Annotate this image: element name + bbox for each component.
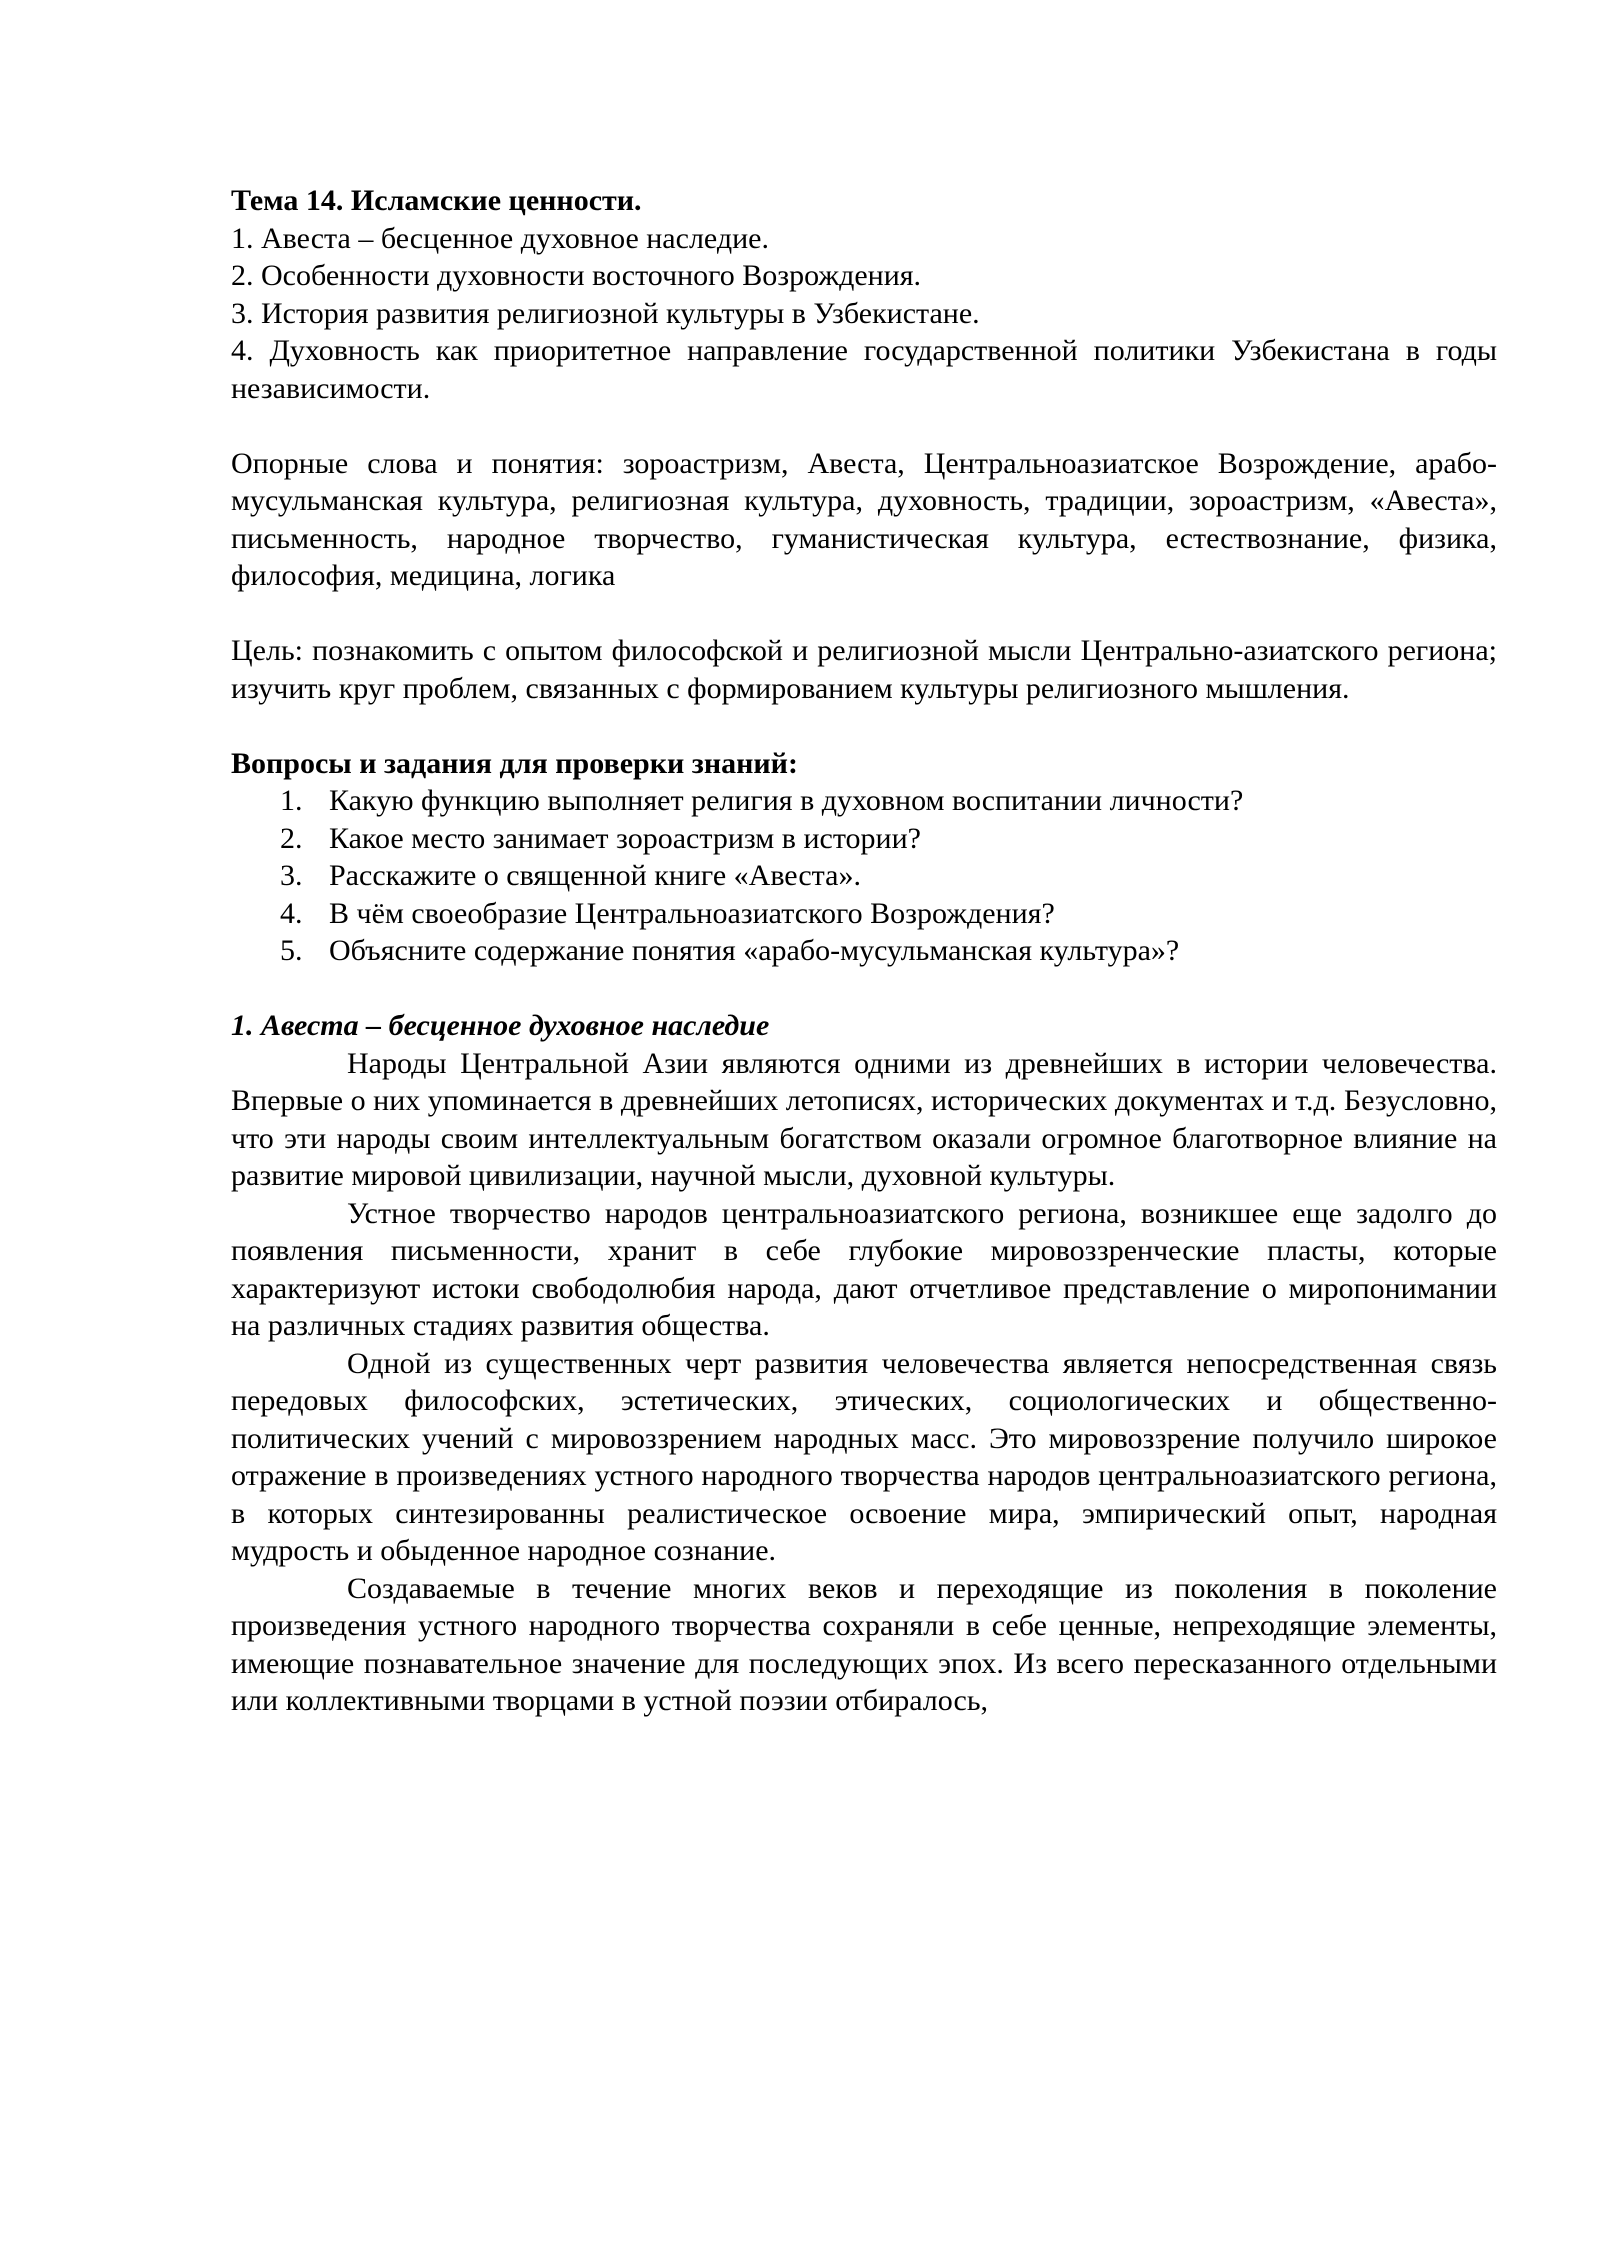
goal-paragraph: Цель: познакомить с опытом философской и религиозной мысли Центрально-азиатского региона; изучить круг проблем, связанных с формированием культуры религиозного мышления. [231, 634, 1497, 705]
spacer [231, 595, 1497, 633]
question-text: В чём своеобразие Центральноазиатского Возрождения? [329, 896, 1055, 930]
outline-item-3: 3. История развития религиозной культуры в Узбекистане. [231, 296, 980, 330]
question-item-5 [231, 932, 1497, 970]
question-number: 2. [280, 821, 303, 855]
question-number: 5. [280, 934, 303, 967]
spacer [231, 407, 1497, 445]
question-text: Какое место занимает зороастризм в истории? [329, 821, 921, 855]
question-text: Объясните содержание понятия «арабо-мусульманская культура»? [329, 934, 1180, 967]
body-paragraph-1: Народы Центральной Азии являются одними из древнейших в истории человечества. Впервые о них упоминается в древнейших летописях, исторических документах и т.д. Безусловно, что эти народы своим интеллектуальным богатством оказали огромное благотворное влияние на развитие мировой цивилизации, научной мысли, духовной культуры. [231, 1046, 1497, 1192]
body-paragraph-4: Создаваемые в течение многих веков и переходящие из поколения в поколение произведения устного народного творчества сохраняли в себе ценные, непреходящие элементы, имеющие познавательное значение для последующих эпох. Из всего пересказанного отдельными или коллективными творцами в устной поэзии отбиралось, [231, 1571, 1497, 1717]
question-number: 3. [280, 859, 303, 892]
body-paragraph-3: Одной из существенных черт развития человечества является непосредственная связь передовых философских, эстетических, этических, социологических и общественно-политических учений с мировоззрением народных масс. Это мировоззрение получило широкое отражение в произведениях устного народного творчества народов центральноазиатского региона, в которых синтезированны реалистическое освоение мира, эмпирический опыт, народная мудрость и обыденное народное сознание. [231, 1346, 1497, 1567]
keywords-paragraph: Опорные слова и понятия: зороастризм, Авеста, Центральноазиатское Возрождение, арабо-мусульманская культура, религиозная культура, духовность, традиции, зороастризм, «Авеста», письменность, народное творчество, гуманистическая культура, естествознание, физика, философия, медицина, логика [231, 446, 1497, 592]
question-text: Какую функцию выполняет религия в духовном воспитании личности? [329, 784, 1244, 817]
question-item-2 [231, 820, 1497, 858]
body-paragraph-2: Устное творчество народов центральноазиатского региона, возникшее еще задолго до появления письменности, хранит в себе глубокие мировоззренческие пласты, которые характеризуют истоки свободолюбия народа, дают отчетливое представление о миропонимании на различных стадиях развития общества. [231, 1196, 1497, 1342]
outline-item-4: 4. Духовность как приоритетное направление государственной политики Узбекистана в годы независимости. [231, 334, 1497, 405]
question-text: Расскажите о священной книге «Авеста». [329, 859, 861, 892]
question-item-1 [231, 782, 1497, 820]
question-item-4 [231, 895, 1497, 933]
questions-list [231, 782, 1497, 970]
question-number: 1. [280, 784, 303, 817]
section-heading: 1. Авеста – бесценное духовное наследие [231, 1009, 770, 1042]
question-item-3 [231, 857, 1497, 895]
questions-heading: Вопросы и задания для проверки знаний: [231, 746, 798, 780]
question-number: 4. [280, 896, 303, 930]
document-page [231, 182, 1497, 1720]
topic-title: Тема 14. Исламские ценности. [231, 184, 642, 217]
spacer [231, 970, 1497, 1008]
spacer [231, 707, 1497, 745]
outline-item-1: 1. Авеста – бесценное духовное наследие. [231, 221, 769, 255]
outline-item-2: 2. Особенности духовности восточного Возрождения. [231, 259, 922, 292]
